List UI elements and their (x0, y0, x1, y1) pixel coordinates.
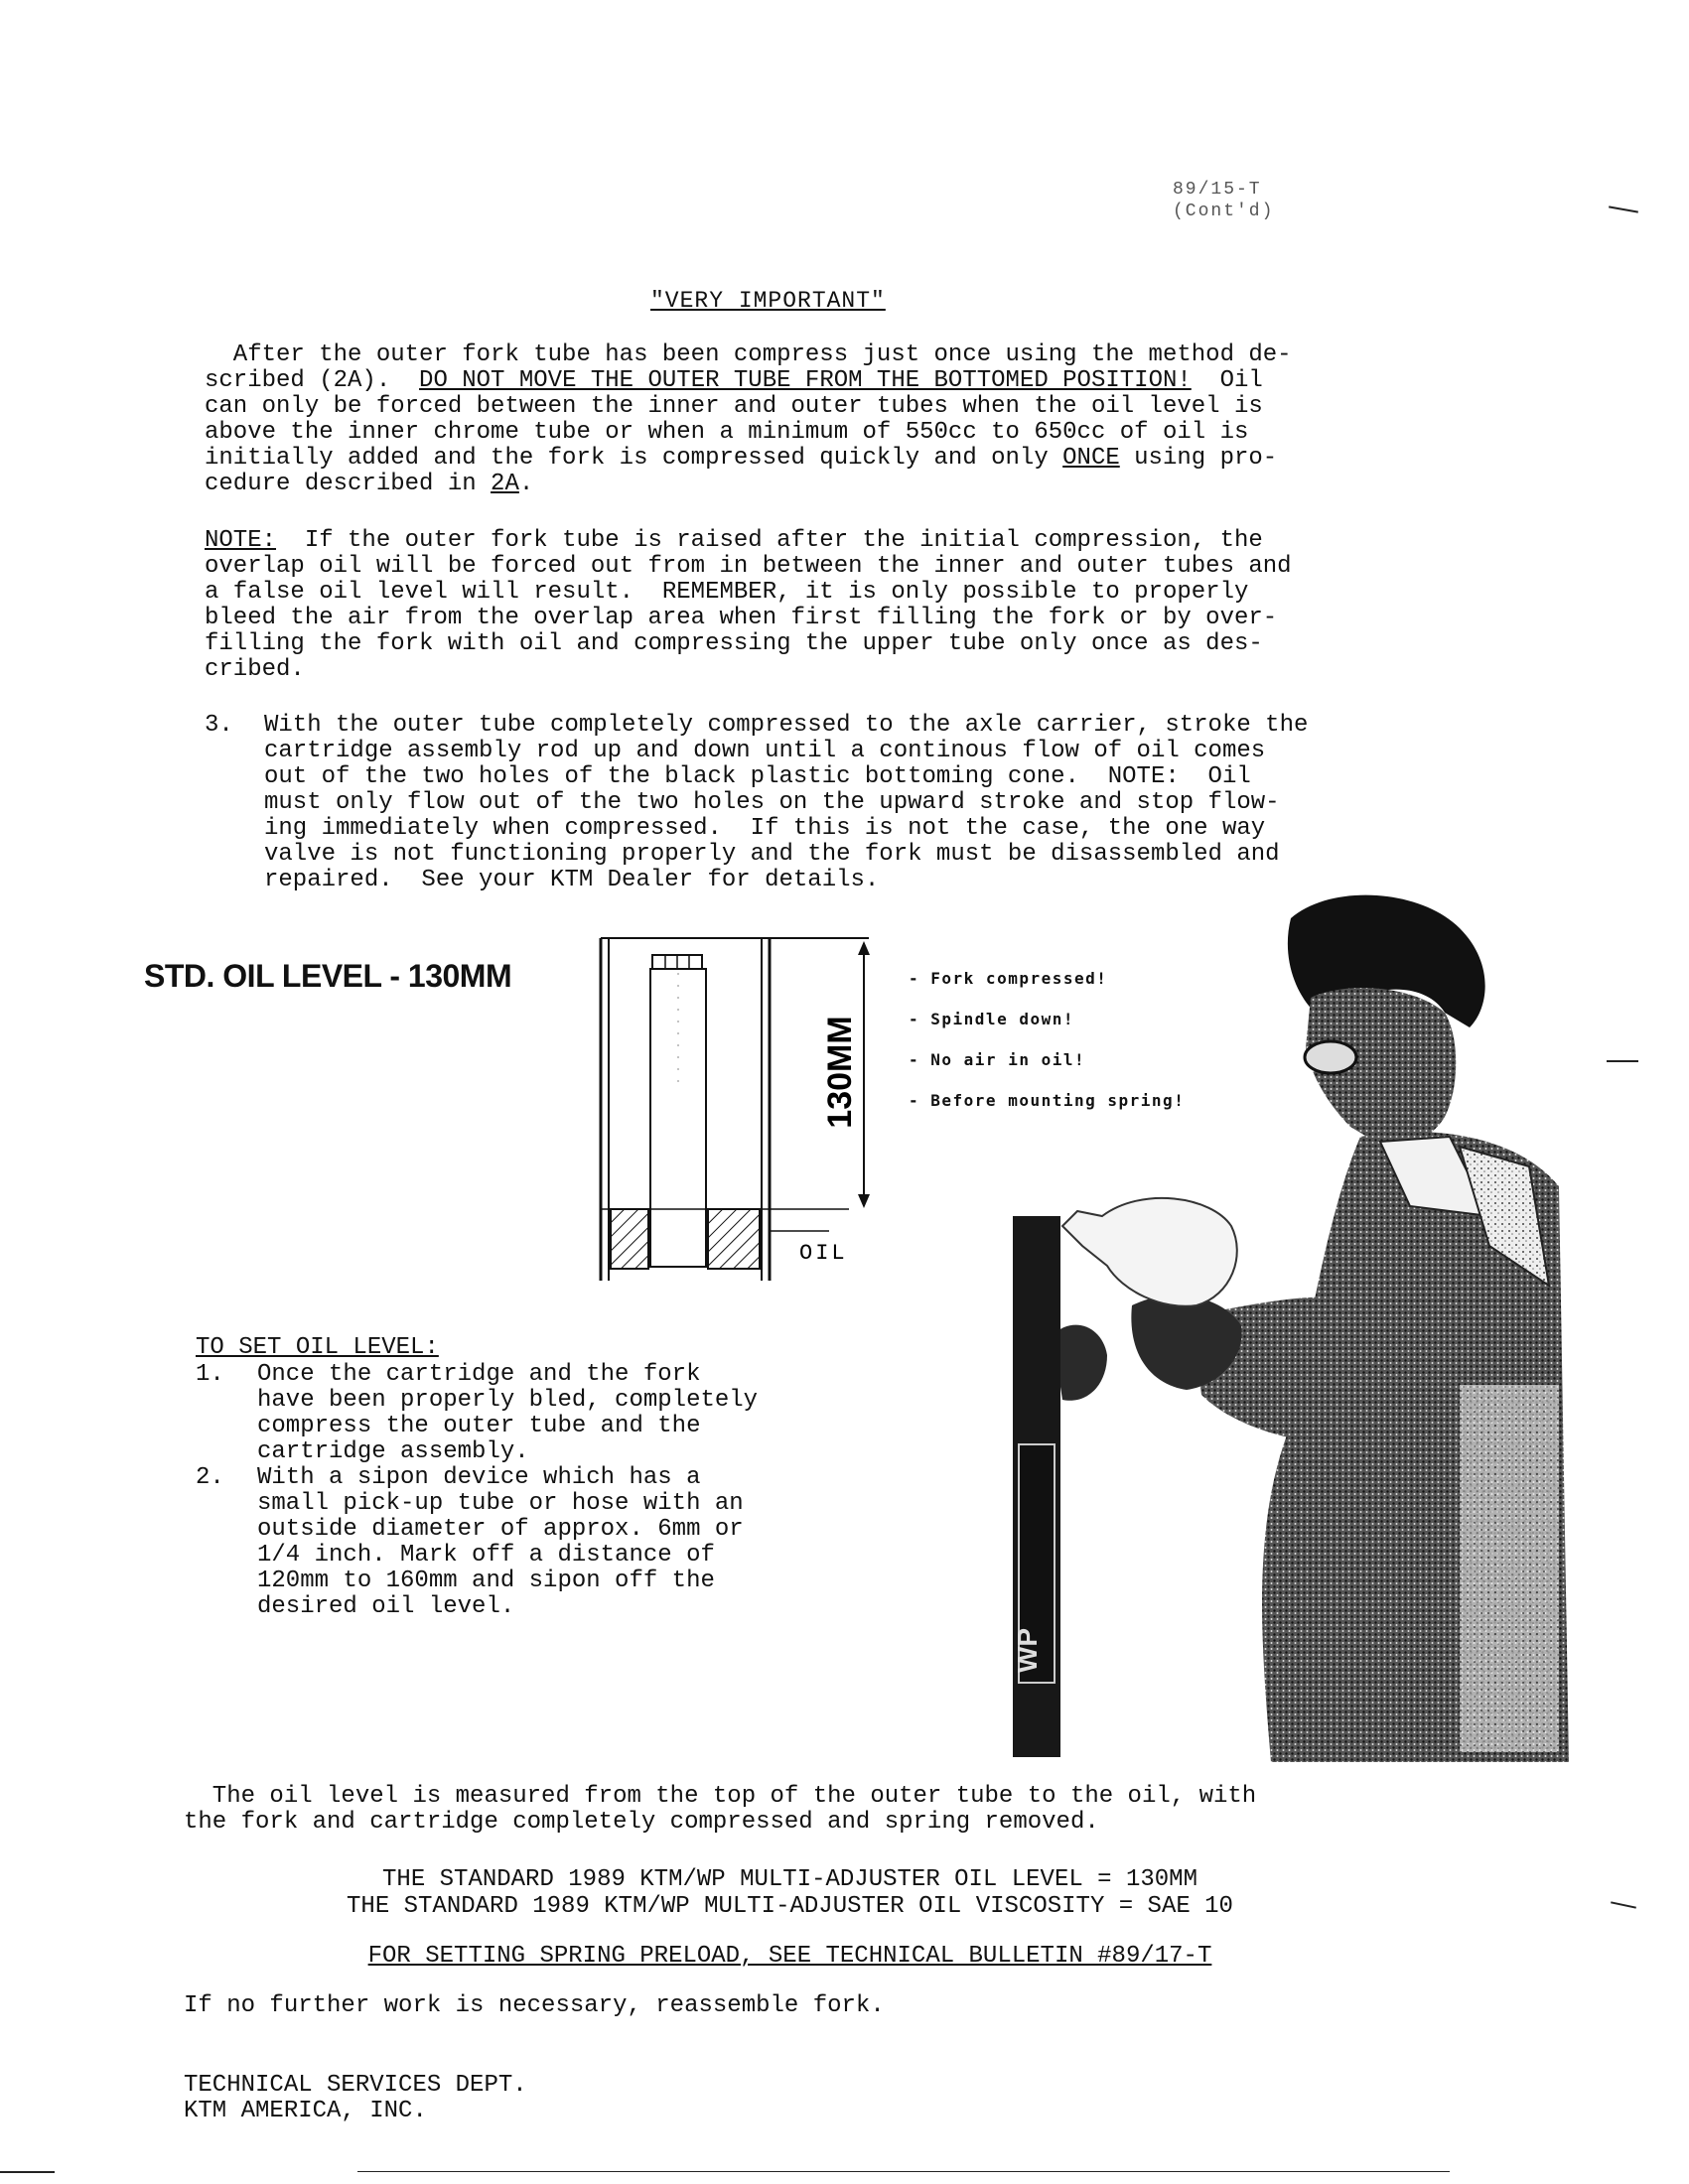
scan-edge-mark (1607, 1060, 1638, 1062)
step-3-line: ing immediately when compressed. If this is not the case, the one way (264, 815, 1266, 842)
note-paragraph (205, 528, 1292, 683)
note-line: bleed the air from the overlap area when first filling the fork or by over- (205, 605, 1278, 631)
step-line: have been properly bled, completely (257, 1387, 759, 1414)
company-name: KTM AMERICA, INC. (184, 2098, 427, 2124)
oil-region-left (611, 1209, 648, 1269)
cartridge-tube (650, 969, 706, 1267)
intro-paragraph (205, 342, 1292, 497)
step-3-line: valve is not functioning properly and the fork must be disassembled and (264, 841, 1280, 868)
step-3-line: must only flow out of the two holes on the upward stroke and stop flow- (264, 789, 1280, 816)
step-line: 1/4 inch. Mark off a distance of (257, 1542, 715, 1569)
spring-preload-reference: FOR SETTING SPRING PRELOAD, SEE TECHNICAL BULLETIN #89/17-T (367, 1943, 1212, 1970)
step-3-line: With the outer tube completely compressed to the axle carrier, stroke the (264, 712, 1309, 739)
note-line: a false oil level will result. REMEMBER, it is only possible to properly (205, 579, 1249, 606)
step-line: small pick-up tube or hose with an (257, 1490, 744, 1517)
scan-edge-mark (1609, 205, 1638, 212)
department-name: TECHNICAL SERVICES DEPT. (184, 2072, 527, 2099)
dimension-label: 130MM (821, 1016, 859, 1129)
step-line: cartridge assembly. (257, 1438, 529, 1465)
intro-line: scribed (2A). DO NOT MOVE THE OUTER TUBE FROM THE BOTTOMED POSITION! Oil (205, 367, 1263, 394)
intro-line: After the outer fork tube has been compress just once using the method de- (205, 341, 1292, 368)
bulletin-number: 89/15-T (1173, 180, 1262, 200)
set-oil-steps (196, 1362, 758, 1620)
bulletin-reference (1173, 179, 1332, 222)
measurement-line: The oil level is measured from the top of the outer tube to the oil, with (184, 1783, 1257, 1810)
oil-label: OIL (799, 1241, 848, 1266)
checklist-item: - Spindle down! (909, 1010, 1074, 1028)
procedure-ref: 2A (491, 471, 519, 497)
checklist-item: - Before mounting spring! (909, 1091, 1186, 1110)
note-line: If the outer fork tube is raised after the initial compression, the (276, 527, 1263, 554)
set-oil-heading: TO SET OIL LEVEL: (196, 1334, 439, 1361)
oil-region-right (708, 1209, 760, 1269)
intro-line: initially added and the fork is compressed quickly and only ONCE using pro- (205, 445, 1278, 472)
intro-line: above the inner chrome tube or when a minimum of 550cc to 650cc of oil is (205, 419, 1249, 446)
once-emphasis: ONCE (1062, 445, 1120, 472)
fork-tube-decal-graphic: WP (1012, 1627, 1043, 1673)
technician-filling-fork-photo (993, 888, 1569, 1762)
intro-line: cedure described in 2A. (205, 471, 534, 497)
fork-oil-level-diagram (591, 933, 889, 1310)
note-line: cribed. (205, 656, 305, 683)
step-line: desired oil level. (257, 1593, 515, 1620)
oil-bottle (1062, 1198, 1237, 1306)
measurement-line: the fork and cartridge completely compressed and spring removed. (184, 1809, 1099, 1836)
page-title: "VERY IMPORTANT" (650, 288, 886, 314)
note-line: overlap oil will be forced out from in between the inner and outer tubes and (205, 553, 1292, 580)
step-line: compress the outer tube and the (257, 1413, 701, 1439)
step-3-line: cartridge assembly rod up and down until a continous flow of oil comes (264, 738, 1266, 764)
step-line: 120mm to 160mm and sipon off the (257, 1568, 715, 1594)
standard-oil-level: THE STANDARD 1989 KTM/WP MULTI-ADJUSTER OIL LEVEL = 130MM (382, 1866, 1197, 1893)
step-line: With a sipon device which has a (257, 1464, 701, 1491)
bulletin-continued: (Cont'd) (1173, 202, 1275, 221)
standard-oil-viscosity: THE STANDARD 1989 KTM/WP MULTI-ADJUSTER OIL VISCOSITY = SAE 10 (347, 1893, 1233, 1920)
note-label: NOTE: (205, 527, 277, 554)
step-3-line: out of the two holes of the black plastic bottoming cone. NOTE: Oil (264, 763, 1251, 790)
glasses (1305, 1041, 1356, 1073)
std-oil-level-heading: STD. OIL LEVEL - 130MM (144, 958, 512, 994)
signature-block (184, 2073, 527, 2124)
bottom-scan-line (0, 2171, 55, 2173)
set-oil-step-1 (196, 1362, 758, 1465)
bottom-scan-line (357, 2171, 1450, 2172)
step-3 (205, 713, 1308, 893)
step-number: 1. (196, 1361, 224, 1388)
step-3-number: 3. (205, 712, 233, 739)
checklist-item: - No air in oil! (909, 1050, 1086, 1069)
measurement-paragraph (184, 1784, 1256, 1836)
set-oil-step-2 (196, 1465, 758, 1620)
reassemble-instruction: If no further work is necessary, reassemble fork. (184, 1992, 885, 2019)
step-number: 2. (196, 1464, 224, 1491)
warning-text: DO NOT MOVE THE OUTER TUBE FROM THE BOTTOMED POSITION! (419, 367, 1192, 394)
step-3-line: repaired. See your KTM Dealer for details. (264, 867, 880, 893)
checklist-item: - Fork compressed! (909, 969, 1108, 988)
step-line: outside diameter of approx. 6mm or (257, 1516, 744, 1543)
step-line: Once the cartridge and the fork (257, 1361, 701, 1388)
note-line: filling the fork with oil and compressing the upper tube only once as des- (205, 630, 1263, 657)
intro-line: can only be forced between the inner and outer tubes when the oil level is (205, 393, 1263, 420)
